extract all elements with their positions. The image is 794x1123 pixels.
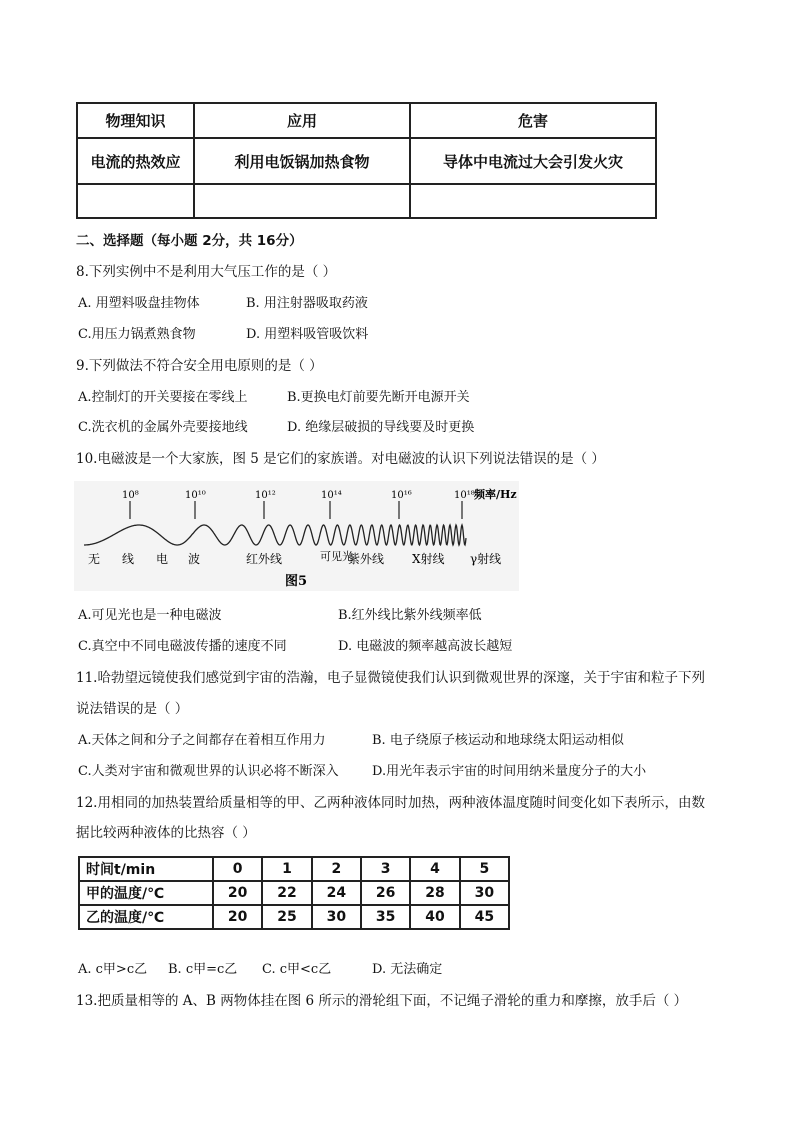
q8-option-a: A. 用塑料吸盘挂物体: [78, 296, 200, 311]
temp-cell: 45: [460, 905, 509, 929]
empty-cell: [410, 184, 656, 218]
power-label-4: 10¹⁴: [321, 490, 342, 501]
q9-option-c: C.洗衣机的金属外壳要接地线: [78, 420, 248, 435]
section-heading: 二、选择题（每小题 2分，共 16分）: [76, 233, 303, 249]
question-11-stem-line2: 说法错误的是（ ）: [76, 701, 189, 717]
q9-option-b: B.更换电灯前要先断开电源开关: [287, 390, 470, 405]
table-header-cell: 应用: [194, 103, 410, 138]
question-12-stem-line1: 12.用相同的加热装置给质量相等的甲、乙两种液体同时加热，两种液体温度随时间变化如下表所示，由数: [76, 795, 705, 811]
q10-option-a: A.可见光也是一种电磁波: [78, 608, 222, 623]
q11-option-d: D.用光年表示宇宙的时间用纳米量度分子的大小: [372, 764, 647, 779]
temp-cell: 22: [262, 881, 311, 905]
q10-option-d: D. 电磁波的频率越高波长越短: [338, 639, 513, 654]
temp-cell: 20: [213, 881, 262, 905]
table-header-cell: 危害: [410, 103, 656, 138]
table-cell: 导体中电流过大会引发火灾: [410, 138, 656, 184]
power-label-6: 10¹⁸: [454, 490, 475, 501]
band-label-infrared: 红外线: [246, 552, 283, 566]
q12-option-c: C. c甲<c乙: [262, 962, 332, 977]
power-label-2: 10¹⁰: [185, 490, 206, 501]
q10-option-c: C.真空中不同电磁波传播的速度不同: [78, 639, 287, 654]
band-label-radio-1: 无: [88, 552, 101, 566]
knowledge-table: [76, 102, 657, 219]
q9-option-d: D. 绝缘层破损的导线要及时更换: [287, 420, 475, 435]
frequency-axis-label: 频率/Hz: [474, 488, 517, 501]
table-cell: 电流的热效应: [77, 138, 194, 184]
question-13-stem: 13.把质量相等的 A、B 两物体挂在图 6 所示的滑轮组下面，不记绳子滑轮的重力和摩擦，放手后（ ）: [76, 993, 688, 1009]
question-12-stem-line2: 据比较两种液体的比热容（ ）: [76, 825, 256, 841]
band-label-radio-3: 电: [156, 552, 169, 566]
q12-option-d: D. 无法确定: [372, 962, 443, 977]
temp-cell: 30: [460, 881, 509, 905]
power-label-5: 10¹⁶: [391, 490, 412, 501]
band-label-ultraviolet: 紫外线: [348, 552, 385, 566]
time-cell: 5: [460, 857, 509, 881]
q10-option-b: B.红外线比紫外线频率低: [338, 608, 482, 623]
q12-option-a: A. c甲>c乙: [78, 962, 148, 977]
temp-cell: 25: [262, 905, 311, 929]
table-cell: 利用电饭锅加热食物: [194, 138, 410, 184]
figure-caption: 图5: [285, 574, 308, 589]
temp-cell: 24: [312, 881, 361, 905]
band-label-xray: X射线: [412, 552, 445, 566]
q11-option-c: C.人类对宇宙和微观世界的认识必将不断深入: [78, 764, 339, 779]
band-label-radio-4: 波: [188, 552, 201, 566]
temp-cell: 30: [312, 905, 361, 929]
time-cell: 0: [213, 857, 262, 881]
q11-option-a: A.天体之间和分子之间都存在着相互作用力: [78, 733, 326, 748]
temp-cell: 40: [410, 905, 459, 929]
empty-cell: [194, 184, 410, 218]
q11-option-b: B. 电子绕原子核运动和地球绕太阳运动相似: [372, 733, 624, 748]
temp-cell: 28: [410, 881, 459, 905]
em-spectrum-figure: [74, 481, 519, 591]
time-cell: 1: [262, 857, 311, 881]
band-label-visible: 可见光: [320, 550, 353, 563]
table-header-cell: 物理知识: [77, 103, 194, 138]
question-10-stem: 10.电磁波是一个大家族，图 5 是它们的家族谱。对电磁波的认识下列说法错误的是（ ）: [76, 451, 605, 467]
q8-option-d: D. 用塑料吸管吸饮料: [246, 327, 369, 342]
question-9-stem: 9.下列做法不符合安全用电原则的是（ ）: [76, 358, 323, 374]
question-11-stem-line1: 11.哈勃望远镜使我们感觉到宇宙的浩瀚，电子显微镜使我们认识到微观世界的深邃，关于宇宙和粒子下列: [76, 670, 705, 686]
time-cell: 4: [410, 857, 459, 881]
band-label-radio-2: 线: [122, 552, 135, 566]
q12-option-b: B. c甲=c乙: [168, 962, 238, 977]
liquid-b-label: 乙的温度/℃: [79, 905, 213, 929]
time-header: 时间t/min: [79, 857, 213, 881]
temp-cell: 20: [213, 905, 262, 929]
temp-cell: 35: [361, 905, 410, 929]
liquid-a-label: 甲的温度/℃: [79, 881, 213, 905]
q8-option-b: B. 用注射器吸取药液: [246, 296, 368, 311]
q8-option-c: C.用压力锅煮熟食物: [78, 327, 196, 342]
temperature-table: [78, 856, 510, 930]
empty-cell: [77, 184, 194, 218]
power-label-3: 10¹²: [255, 490, 276, 501]
band-label-gamma: γ射线: [470, 552, 502, 566]
power-label-1: 10⁸: [122, 490, 139, 501]
question-8-stem: 8.下列实例中不是利用大气压工作的是（ ）: [76, 264, 337, 280]
time-cell: 2: [312, 857, 361, 881]
temp-cell: 26: [361, 881, 410, 905]
q9-option-a: A.控制灯的开关要接在零线上: [78, 390, 248, 405]
time-cell: 3: [361, 857, 410, 881]
